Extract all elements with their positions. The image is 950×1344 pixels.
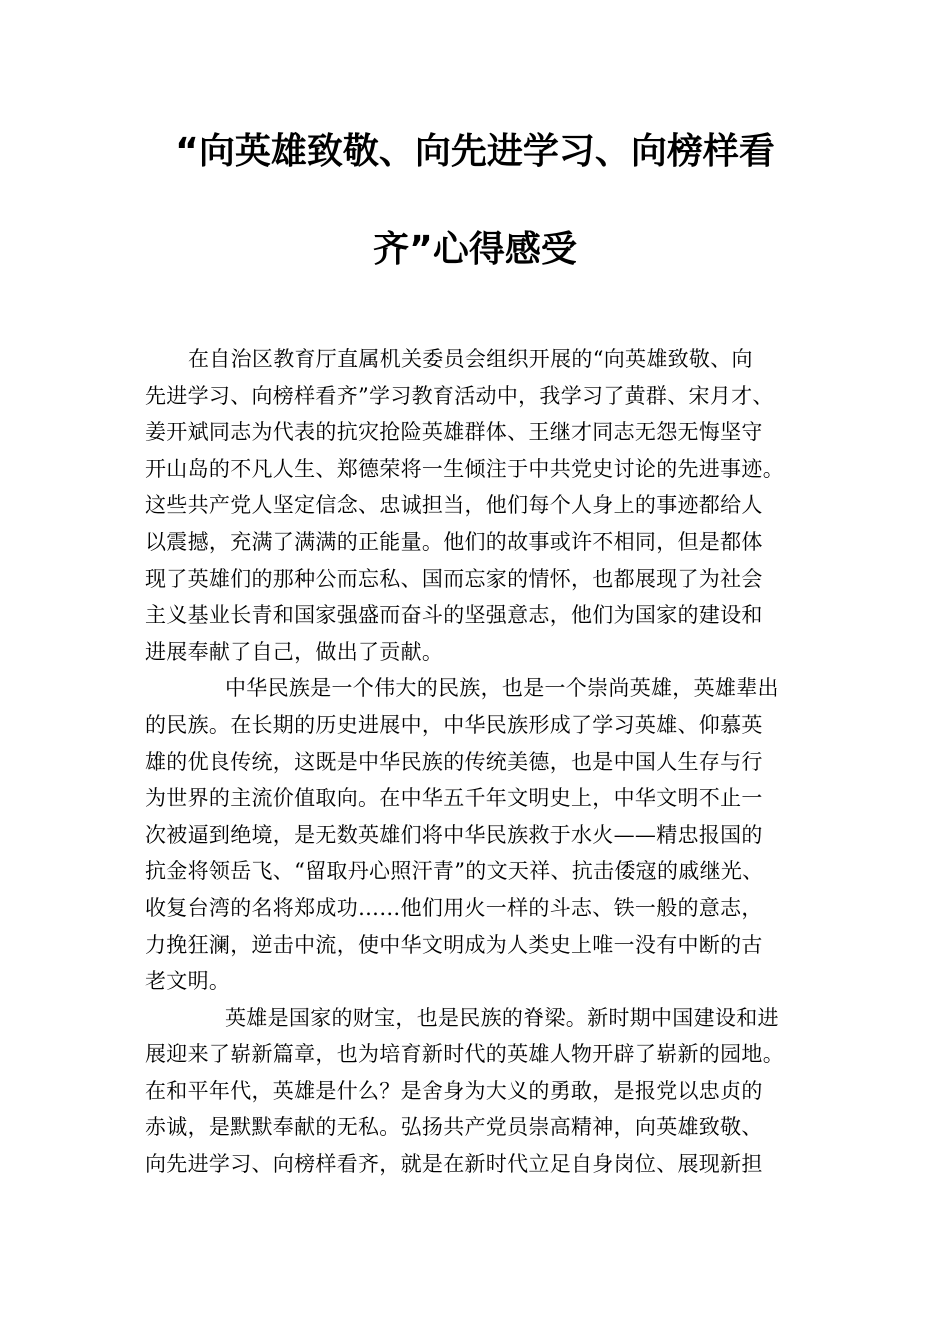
paragraph-line: 向先进学习、向榜样看齐，就是在新时代立足自身岗位、展现新担 (145, 1152, 763, 1177)
paragraph-line: 老文明。 (145, 969, 231, 994)
paragraph-line: 展迎来了崭新篇章，也为培育新时代的英雄人物开辟了崭新的园地。 (145, 1042, 784, 1067)
paragraph-2 (145, 670, 815, 999)
paragraph-line: 英雄是国家的财宝，也是民族的脊梁。新时期中国建设和进 (225, 1005, 779, 1030)
paragraph-line: 进展奉献了自己，做出了贡献。 (145, 639, 444, 664)
paragraph-line: 这些共产党人坚定信念、忠诚担当，他们每个人身上的事迹都给人 (145, 493, 763, 518)
paragraph-line: 开山岛的不凡人生、郑德荣将一生倾注于中共党史讨论的先进事迹。 (145, 456, 784, 481)
paragraph-line: 在和平年代，英雄是什么？是舍身为大义的勇敢，是报党以忠贞的 (145, 1078, 763, 1103)
title-line-2: 齐”心得感受 (373, 229, 577, 270)
paragraph-line: 在自治区教育厅直属机关委员会组织开展的“向英雄致敬、向 (188, 347, 753, 371)
paragraph-3 (145, 1000, 815, 1183)
paragraph-line: 先进学习、向榜样看齐”学习教育活动中，我学习了黄群、宋月才、 (145, 383, 774, 408)
paragraph-line: 雄的优良传统，这既是中华民族的传统美德，也是中国人生存与行 (145, 749, 763, 774)
paragraph-line: 为世界的主流价值取向。在中华五千年文明史上，中华文明不止一 (145, 786, 763, 811)
paragraph-line: 抗金将领岳飞、“留取丹心照汗青”的文天祥、抗击倭寇的戚继光、 (145, 859, 764, 884)
paragraph-line: 现了英雄们的那种公而忘私、国而忘家的情怀，也都展现了为社会 (145, 566, 763, 591)
paragraph-line: 以震撼，充满了满满的正能量。他们的故事或许不相同，但是都体 (145, 529, 763, 554)
paragraph-line: 次被逼到绝境，是无数英雄们将中华民族救于水火——精忠报国的 (145, 822, 763, 847)
paragraph-1 (145, 341, 815, 670)
paragraph-line: 姜开斌同志为代表的抗灾抢险英雄群体、王继才同志无怨无悔坚守 (145, 420, 763, 445)
paragraph-line: 力挽狂澜，逆击中流，使中华文明成为人类史上唯一没有中断的古 (145, 932, 763, 957)
paragraph-line: 收复台湾的名将郑成功……他们用火一样的斗志、铁一般的意志， (145, 895, 763, 920)
title-line-1: “向英雄致敬、向先进学习、向榜样看 (175, 131, 775, 172)
paragraph-line: 主义基业长青和国家强盛而奋斗的坚强意志，他们为国家的建设和 (145, 603, 763, 628)
paragraph-line: 的民族。在长期的历史进展中，中华民族形成了学习英雄、仰慕英 (145, 712, 763, 737)
paragraph-line: 中华民族是一个伟大的民族，也是一个崇尚英雄，英雄辈出 (225, 676, 779, 701)
paragraph-line: 赤诚，是默默奉献的无私。弘扬共产党员崇高精神，向英雄致敬、 (145, 1115, 763, 1140)
document-body (145, 341, 815, 1183)
